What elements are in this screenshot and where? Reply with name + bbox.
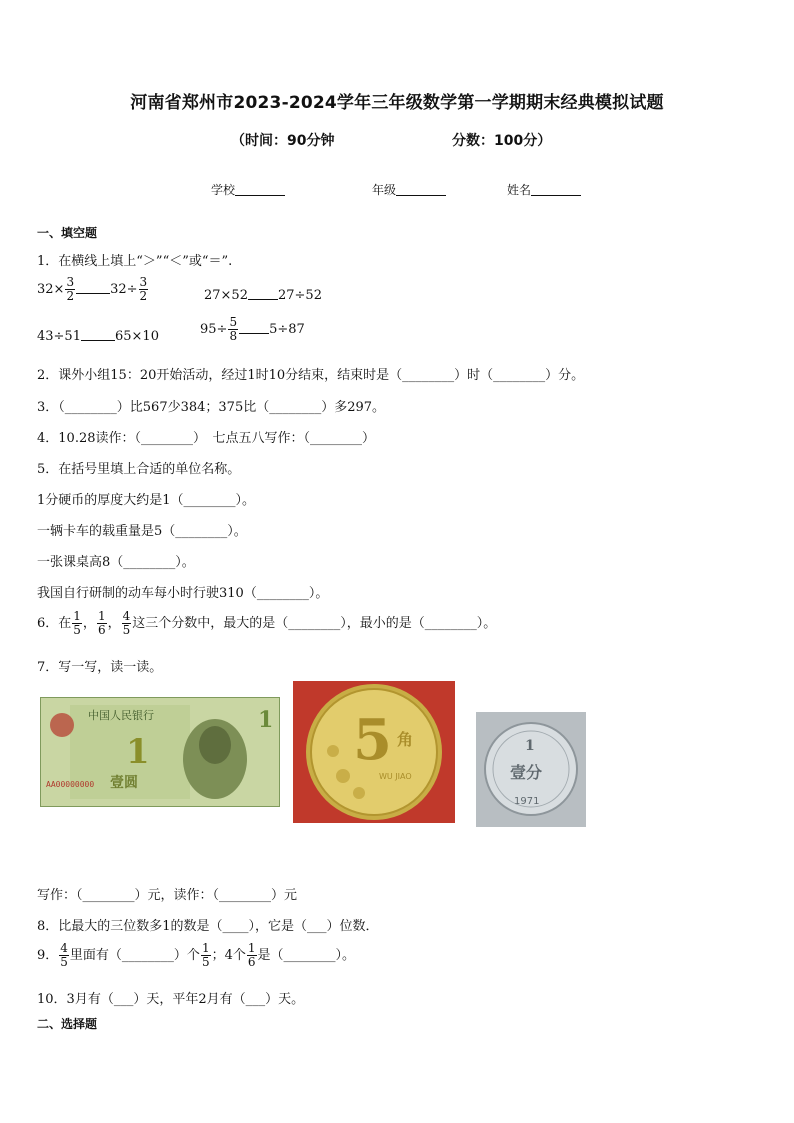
- answer-blank[interactable]: [239, 321, 269, 334]
- section-fill-in-heading: 一、填空题: [37, 226, 98, 240]
- answer-blank[interactable]: [81, 328, 115, 341]
- fraction-3-2: $\frac{3}{2}$: [139, 275, 148, 303]
- name-label: 姓名: [507, 183, 532, 197]
- question-5-line-4: 我国自行研制的动车每小时行驶310（________）。: [37, 586, 329, 601]
- banknote-value-big: 1: [126, 732, 150, 772]
- fraction-4-5: $\frac{4}{5}$: [122, 609, 131, 637]
- school-field[interactable]: [211, 181, 285, 198]
- question-10: 10．3月有（___）天，平年2月有（___）天。: [37, 992, 305, 1007]
- coin-one-value: 1: [525, 738, 535, 754]
- coin-five-value: 5: [353, 707, 392, 773]
- school-label: 学校: [211, 183, 236, 197]
- fraction-1-6: $\frac{1}{6}$: [97, 609, 106, 637]
- fraction-5-8: $\frac{5}{8}$: [229, 315, 238, 343]
- answer-blank[interactable]: [76, 281, 110, 294]
- question-6: 6．在 $\frac{1}{5}$ ， $\frac{1}{6}$ ， $\frac{4}{5}$ 这三个分数中，最大的是（________），最小的是（________）。: [37, 609, 497, 637]
- coin-five-unit: 角: [397, 730, 414, 749]
- coin-five-pinyin: WU JIAO: [379, 772, 412, 781]
- fraction-3-2: $\frac{3}{2}$: [66, 275, 75, 303]
- question-9: 9． $\frac{4}{5}$ 里面有（________）个 $\frac{1}{5}$ ；4个 $\frac{1}{6}$ 是（________）。: [37, 941, 356, 969]
- question-1-row-2a: 43÷51 65×10: [37, 329, 159, 344]
- fraction-1-5: $\frac{1}{5}$: [73, 609, 81, 637]
- question-5-text: 5．在括号里填上合适的单位名称。: [37, 462, 241, 477]
- answer-blank[interactable]: [248, 287, 278, 300]
- grade-blank[interactable]: [396, 183, 446, 196]
- section-choice-heading: 二、选择题: [37, 1017, 98, 1031]
- banknote-bank-name: 中国人民银行: [88, 709, 154, 722]
- coin-one-unit: 壹分: [510, 763, 543, 782]
- question-5-line-2: 一辆卡车的载重量是5（________）。: [37, 524, 247, 539]
- five-jiao-coin-image: [293, 681, 455, 823]
- one-yuan-banknote-image: [40, 697, 280, 807]
- question-4: 4．10.28读作：（________） 七点五八写作：（________）: [37, 431, 375, 446]
- fraction-4-5: $\frac{4}{5}$: [60, 941, 68, 969]
- question-1-row-1b: 27×52 27÷52: [204, 288, 322, 303]
- question-1-row-2b: 95÷ $\frac{5}{8}$ 5÷87: [200, 315, 305, 343]
- question-7-text: 7．写一写，读一读。: [37, 660, 163, 675]
- banknote-value-corner: 1: [258, 707, 274, 733]
- fraction-1-5: $\frac{1}{5}$: [201, 941, 210, 969]
- grade-field[interactable]: [372, 181, 446, 198]
- school-blank[interactable]: [235, 183, 285, 196]
- name-blank[interactable]: [531, 183, 581, 196]
- emblem-icon: [50, 713, 74, 737]
- question-5-line-1: 1分硬币的厚度大约是1（________）。: [37, 493, 256, 508]
- grade-label: 年级: [372, 183, 397, 197]
- question-2: 2．课外小组15：20开始活动，经过1时10分结束，结束时是（________）时（________）分。: [37, 368, 585, 383]
- one-fen-coin-image: [476, 712, 586, 827]
- question-3: 3．（________）比567少384；375比（________）多297。: [37, 400, 386, 415]
- exam-score: 分数：100分）: [452, 133, 552, 149]
- question-7-answer: 写作：（________）元，读作：（________）元: [37, 888, 298, 903]
- exam-time: （时间：90分钟: [231, 133, 335, 149]
- question-5-line-3: 一张课桌高8（________）。: [37, 555, 195, 570]
- question-1-row-1a: 32× $\frac{3}{2}$ 32÷ $\frac{3}{2}$: [37, 275, 148, 303]
- banknote-serial: AA00000000: [46, 780, 95, 789]
- question-1-text: 1．在横线上填上“＞”“＜”或“＝”.: [37, 254, 233, 269]
- question-8: 8．比最大的三位数多1的数是（____），它是（___）位数．: [37, 919, 379, 934]
- name-field[interactable]: [507, 181, 581, 198]
- banknote-value-text: 壹圆: [110, 775, 138, 791]
- coin-one-year: 1971: [514, 796, 540, 807]
- fraction-1-6: $\frac{1}{6}$: [247, 941, 256, 969]
- flower-icon: [327, 745, 339, 757]
- page-title: 河南省郑州市2023-2024学年三年级数学第一学期期末经典模拟试题: [130, 93, 664, 113]
